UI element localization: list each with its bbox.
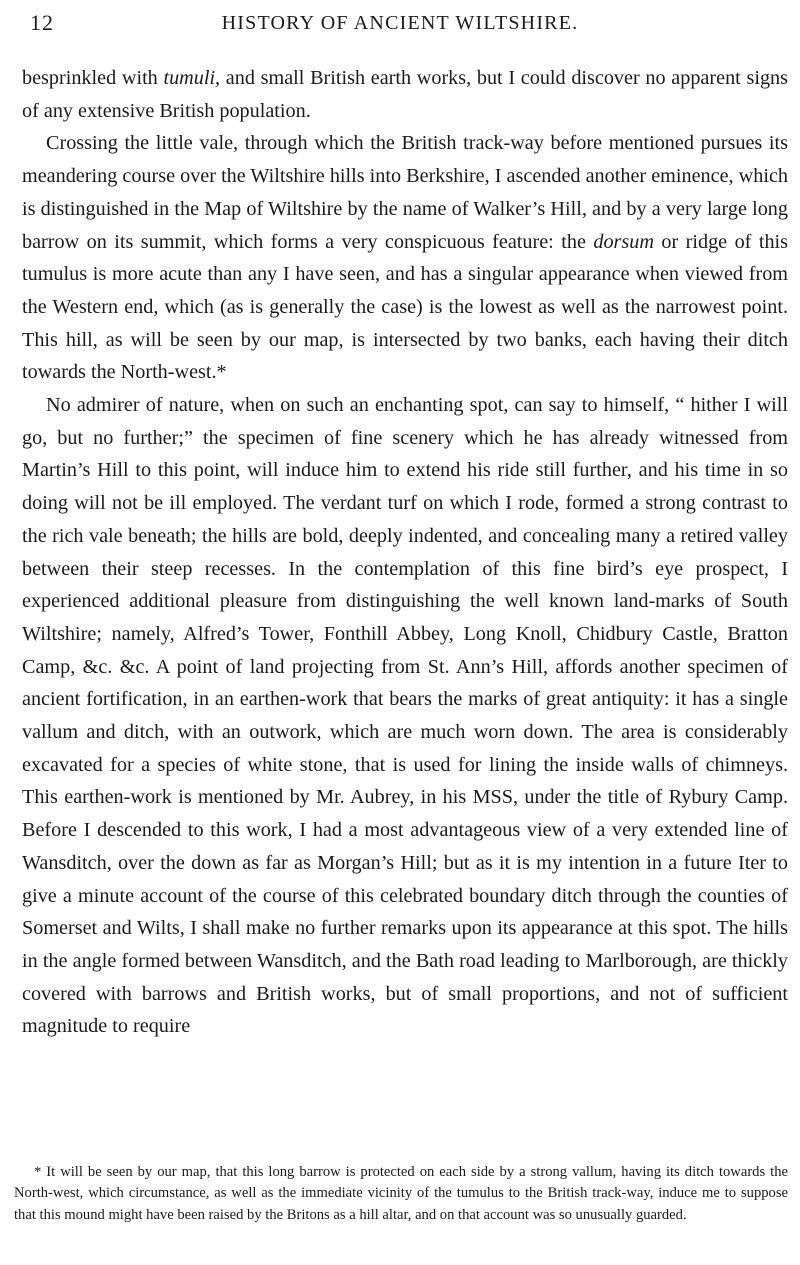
paragraph-admirer-of-nature: No admirer of nature, when on such an enchanting spot, can say to himself, “ hither I will go, but no further;” the specimen of fine scenery which he has already witnessed from Martin’s Hill to this point, will induce him to extend his ride still further, and his time in so doing will not be ill employed. The verdant turf on which I rode, formed a strong contrast to the rich vale beneath; the hills are bold, deeply indented, and concealing many a retired valley between their steep recesses. In the contemplation of this fine bird’s eye prospect, I experienced additional pleasure from distinguishing the well known land-marks of South Wiltshire; namely, Alfred’s Tower, Fonthill Abbey, Long Knoll, Chidbury Castle, Bratton Camp, &c. &c. A point of land projecting from St. Ann’s Hill, affords another specimen of ancient fortification, in an earthen-work that bears the marks of great antiquity: it has a single vallum and ditch, with an outwork, which are much worn down. The area is considerably excavated for a species of white stone, that is used for lining the inside walls of chimneys. This earthen-work is mentioned by Mr. Aubrey, in his MSS, under the title of Rybury Camp. Before I descended to this work, I had a most advantageous view of a very extended line of Wansditch, over the down as far as Morgan’s Hill; but as it is my intention in a future Iter to give a minute account of the course of this celebrated boundary ditch through the counties of Somerset and Wilts, I shall make no further remarks upon its appearance at this spot. The hills in the angle formed between Wansditch, and the Bath road leading to Marlborough, are thickly covered with barrows and British works, but of small proportions, and not of sufficient magnitude to require (22, 394, 788, 1038)
paragraph-2-text-a: Crossing the little vale, through which the British track-way before mentioned pursues its meandering course over the Wiltshire hills into Berkshire, I ascended another eminence, which is distinguished in the Map of Wiltshire by the name of Walker’s Hill, and by a very large long barrow on its summit, which forms a very conspicuous feature: the (22, 132, 788, 253)
paragraph-1-text-c: and small British earth works, but I could discover no apparent signs of any extensive British population. (22, 67, 788, 122)
italic-dorsum: dorsum (593, 230, 654, 253)
italic-tumuli: tumuli, (163, 67, 221, 89)
running-title: HISTORY OF ANCIENT WILTSHIRE. (221, 12, 579, 34)
running-head (26, 8, 774, 38)
footnote-asterisk: * It will be seen by our map, that this long barrow is protected on each side by a strong vallum, having its ditch towards the North-west, which circumstance, as well as the immediate vicinity of the tumulus to the British track-way, induce me to suppose that this mound might have been raised by the Britons as a hill altar, and on that account was so unusually guarded. (14, 1164, 788, 1223)
page-number: 12 (30, 10, 54, 35)
paragraph-2-text-c: or ridge of this tumulus is more acute than any I have seen, and has a singular appearance when viewed from the Western end, which (as is generally the case) is the lowest as well as the narrowest point. This hill, as will be seen by our map, is intersected by two banks, each having their ditch towards the North-west.* (22, 230, 789, 384)
body-text (22, 62, 788, 1043)
footnotes (14, 1162, 788, 1226)
paragraph-continued (22, 62, 788, 127)
paragraph-1-text-a: besprinkled with (22, 67, 164, 89)
paragraph-walkers-hill (22, 127, 788, 389)
